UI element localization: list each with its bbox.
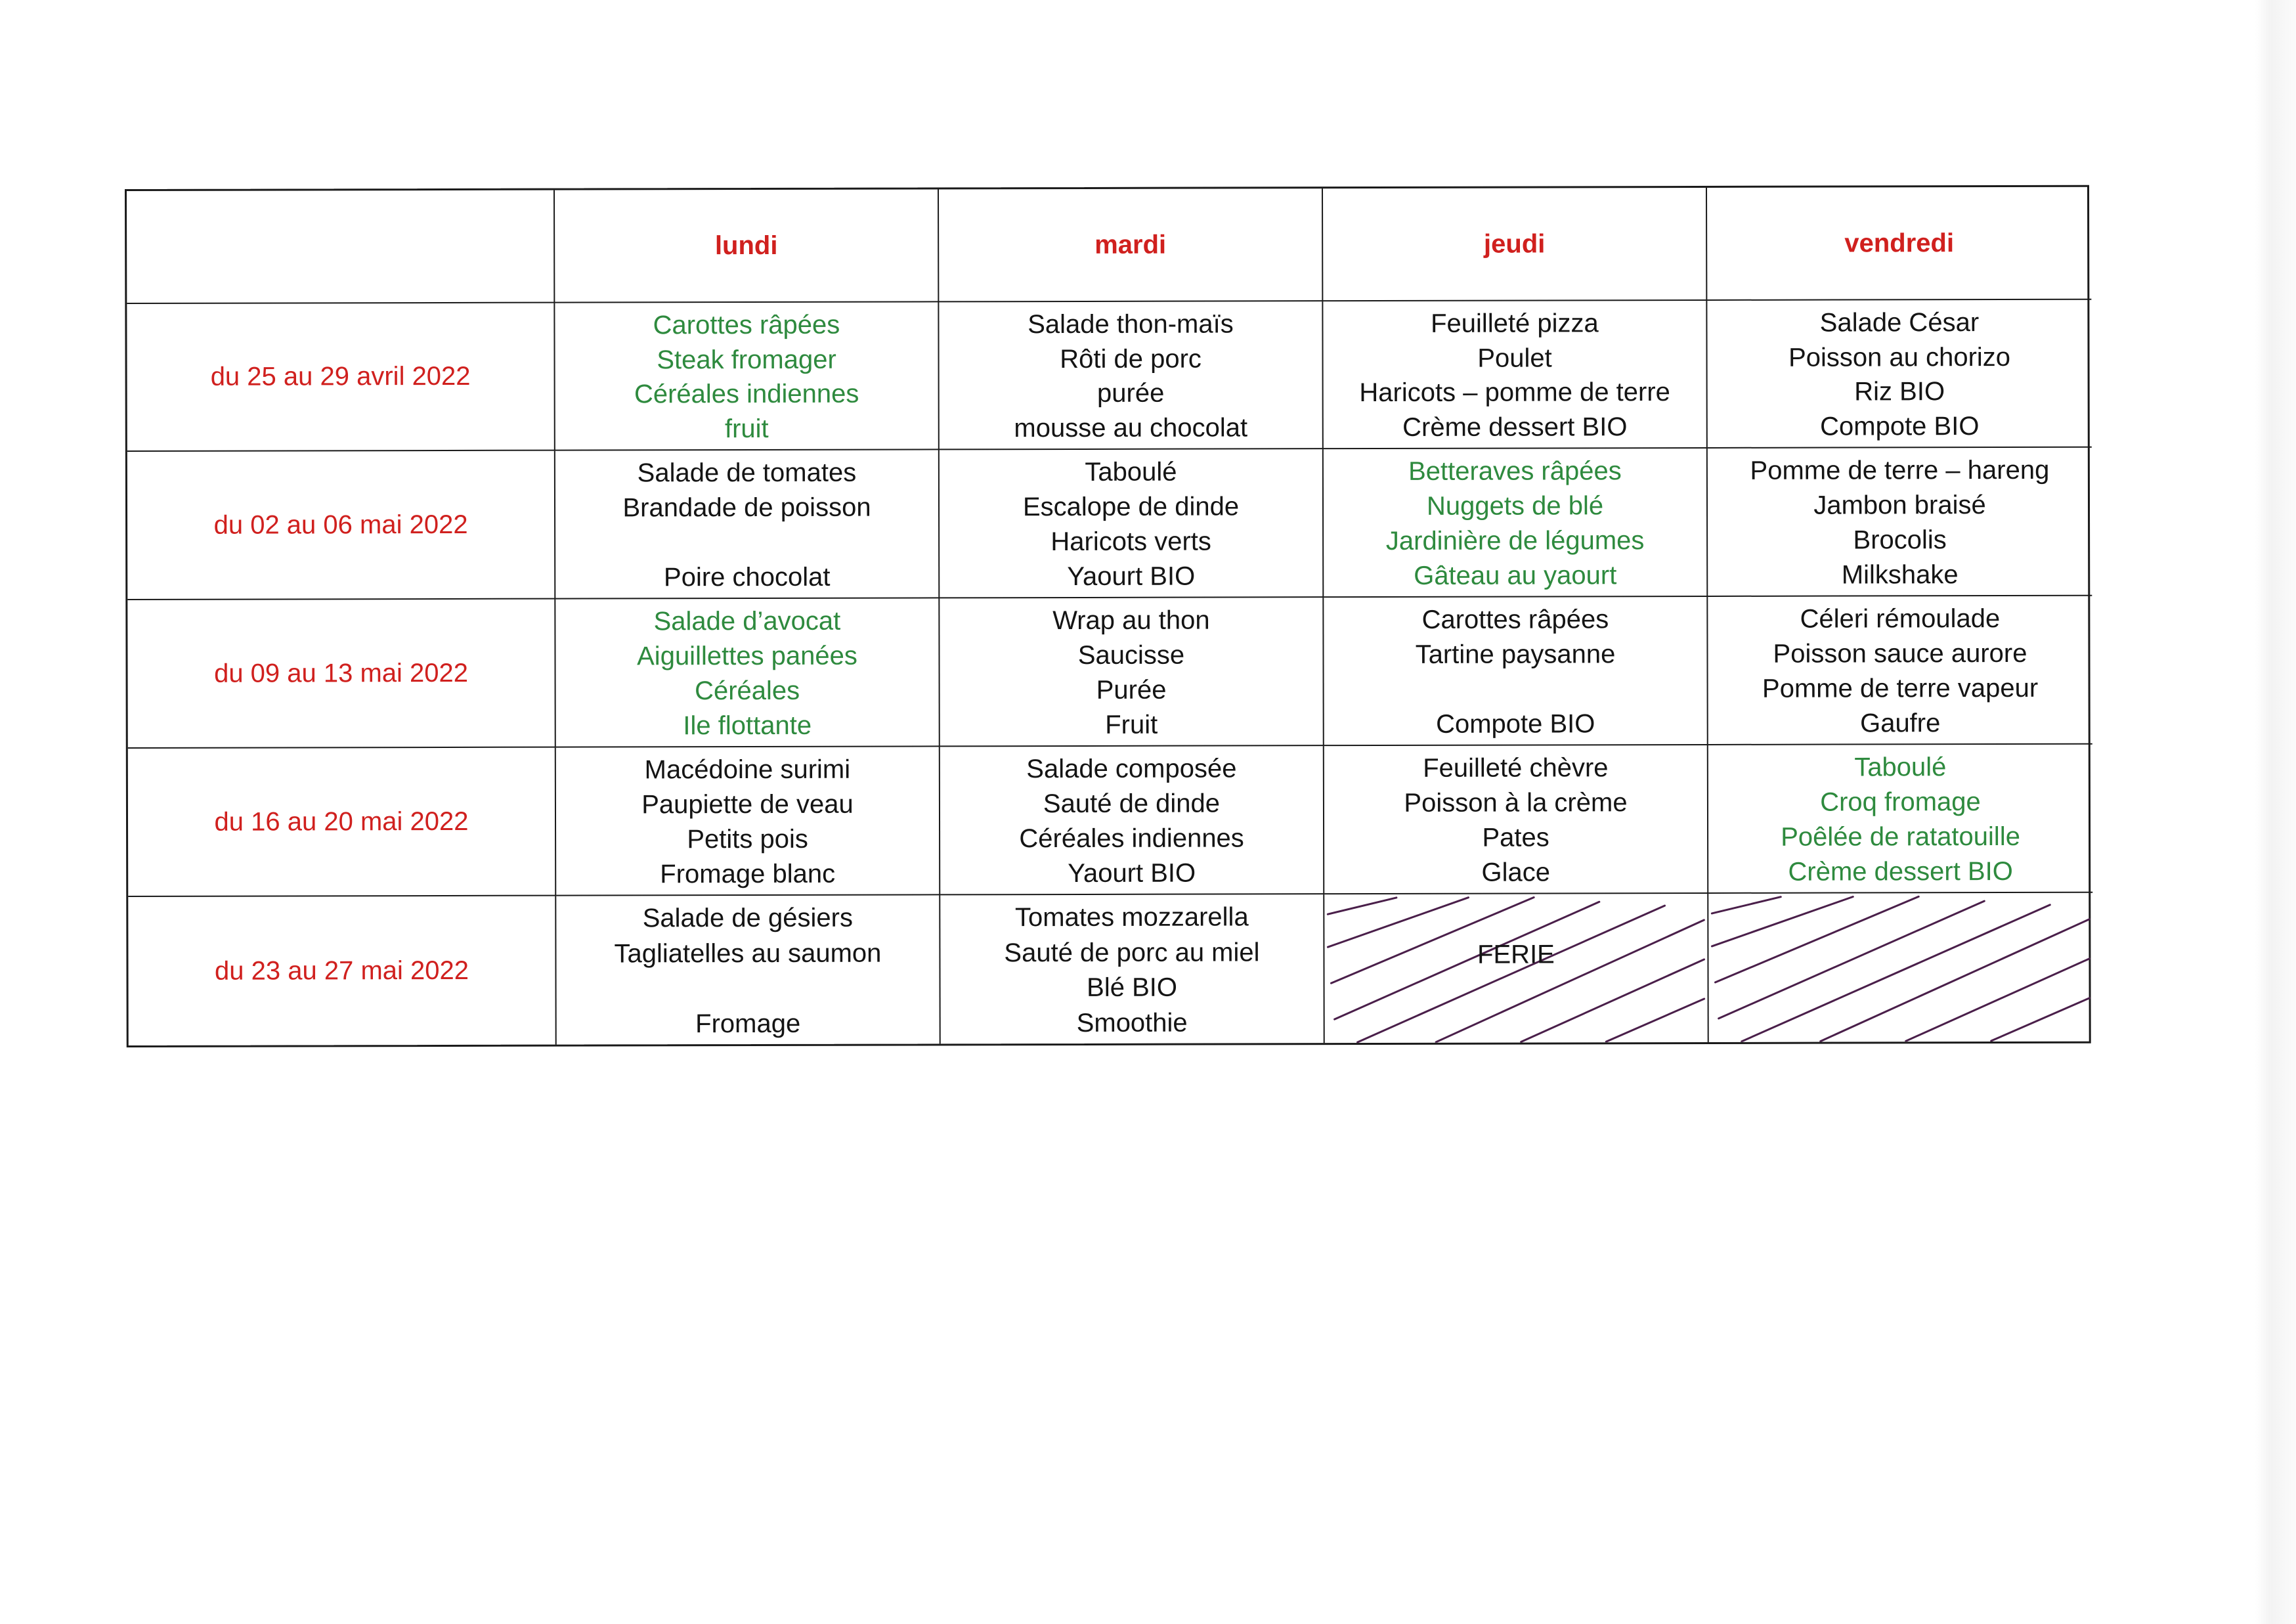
dish-item: Poêlée de ratatouille (1781, 822, 2020, 852)
dish-item: Taboulé (1085, 457, 1177, 487)
dish-item: Poulet (1477, 343, 1552, 373)
dish-item: Céleri rémoulade (1800, 604, 2001, 634)
dish-item: Rôti de porc (1060, 344, 1202, 374)
dish-item: Glace (1481, 858, 1550, 887)
dish-item: Paupiette de veau (641, 789, 854, 820)
week-label: du 23 au 27 mai 2022 (128, 896, 556, 1045)
hatch-stroke (1606, 999, 1704, 1042)
dish-list (939, 301, 1322, 449)
menu-cell (556, 895, 940, 1044)
dish-item: Nuggets de blé (1426, 491, 1604, 521)
dish-list (1707, 300, 2091, 447)
dish-list (555, 302, 938, 449)
dish-item: Jambon braisé (1813, 491, 1986, 520)
week-label: du 09 au 13 mai 2022 (127, 600, 555, 749)
dish-item: Brocolis (1853, 525, 1947, 555)
header-day-jeudi: jeudi (1323, 188, 1707, 301)
dish-list (1708, 596, 2092, 744)
menu-cell (1324, 597, 1708, 746)
week-label: du 16 au 20 mai 2022 (128, 748, 556, 897)
menu-cell (1707, 300, 2091, 449)
menu-cell (555, 450, 940, 599)
dish-item: Salade d’avocat (653, 606, 841, 636)
hatch-stroke (1712, 897, 1781, 913)
menu-cell (1708, 596, 2092, 745)
hatch-stroke (1328, 898, 1397, 914)
dish-item: Escalope de dinde (1022, 492, 1240, 522)
dish-list (940, 598, 1322, 745)
dish-item: Poisson sauce aurore (1773, 638, 2027, 669)
dish-item: Crème dessert BIO (1402, 412, 1628, 443)
dish-item: Céréales indiennes (1019, 823, 1244, 854)
dish-item: Fromage blanc (660, 859, 836, 889)
dish-item: Salade thon-maïs (1028, 309, 1234, 339)
dish-list (940, 449, 1322, 597)
dish-item (556, 971, 939, 1007)
menu-cell (940, 598, 1324, 747)
dish-item: Sauté de dinde (1043, 789, 1221, 819)
dish-item: Salade de tomates (637, 458, 857, 488)
dish-list (555, 450, 938, 598)
menu-cell (940, 746, 1324, 895)
dish-item: Wrap au thon (1052, 605, 1210, 636)
dish-item: Pates (1482, 823, 1549, 852)
holiday-cell (1324, 894, 1708, 1043)
menu-cell (940, 449, 1324, 598)
dish-item: Haricots – pomme de terre (1359, 378, 1670, 408)
header-day-vendredi: vendredi (1707, 187, 2091, 301)
dish-list (556, 747, 939, 894)
menu-cell (1324, 449, 1708, 598)
holiday-cell (1708, 893, 2092, 1042)
dish-item: Pomme de terre – hareng (1750, 455, 2050, 485)
dish-item: Milkshake (1841, 560, 1959, 590)
menu-cell (1324, 745, 1708, 894)
dish-item: Steak fromager (657, 345, 836, 374)
menu-cell (1323, 301, 1707, 449)
week-label: du 02 au 06 mai 2022 (127, 451, 555, 600)
dish-item: Poire chocolat (663, 562, 831, 592)
dish-item: Brandade de poisson (622, 493, 871, 523)
dish-item (555, 525, 938, 560)
dish-item: Taboulé (1854, 753, 1947, 782)
dish-list (1323, 301, 1706, 448)
dish-item: Gaufre (1860, 709, 1941, 738)
dish-item: Feuilleté pizza (1431, 309, 1599, 338)
menu-cell (1708, 745, 2092, 894)
dish-item: Carottes râpées (653, 310, 840, 340)
hatch-stroke (1436, 920, 1704, 1042)
menu-cell (555, 598, 940, 747)
dish-item: Tagliatelles au saumon (614, 938, 882, 969)
header-day-lundi: lundi (555, 189, 939, 303)
dish-item: Betteraves râpées (1408, 456, 1622, 486)
hatch-stroke (1712, 896, 1853, 946)
dish-item: Tartine paysanne (1415, 640, 1616, 669)
holiday-label: FERIE (1477, 940, 1555, 969)
hatch-stroke (1905, 959, 2089, 1042)
dish-item: Compote BIO (1820, 412, 1980, 441)
dish-item: Salade de gésiers (642, 903, 853, 933)
dish-item (1324, 672, 1707, 707)
dish-item: Jardinière de légumes (1385, 526, 1645, 556)
dish-item: Ile flottante (683, 711, 812, 741)
week-label: du 25 au 29 avril 2022 (127, 303, 555, 452)
dish-item: fruit (724, 414, 769, 444)
dish-list (1324, 745, 1707, 893)
dish-item: Céréales (695, 676, 800, 706)
hatch-stroke (1991, 998, 2090, 1041)
dish-item: Riz BIO (1854, 377, 1945, 406)
dish-item: Salade César (1819, 307, 1980, 338)
dish-item: Croq fromage (1820, 787, 1981, 817)
menu-cell (556, 747, 940, 896)
dish-list (555, 598, 938, 746)
dish-item: Pomme de terre vapeur (1762, 673, 2039, 703)
hatch-stroke (1741, 905, 2050, 1042)
dish-item: Petits pois (687, 824, 808, 854)
page-edge-shadow (2255, 0, 2296, 1624)
dish-item: Macédoine surimi (644, 755, 851, 785)
hatch-stroke (1820, 919, 2089, 1042)
dish-item: Salade composée (1026, 754, 1237, 784)
dish-item: Saucisse (1077, 640, 1185, 670)
dish-item: Yaourt BIO (1067, 561, 1196, 591)
dish-list (1324, 597, 1706, 745)
dish-item: Crème dessert BIO (1788, 856, 2013, 887)
lunch-menu-table (125, 185, 2091, 1047)
dish-list (556, 895, 939, 1044)
dish-item: Poisson à la crème (1404, 788, 1628, 818)
hatch-strike-icon (1708, 893, 2092, 1042)
dish-item: purée (1096, 379, 1165, 408)
dish-list (1708, 745, 2092, 892)
hatch-stroke (1718, 901, 1984, 1019)
dish-item: Yaourt BIO (1068, 858, 1196, 888)
dish-item: Aiguillettes panées (637, 641, 857, 671)
dish-item: Fromage (695, 1009, 801, 1038)
menu-cell (555, 302, 939, 450)
dish-item: Compote BIO (1435, 709, 1595, 739)
dish-item: Gâteau au yaourt (1414, 561, 1617, 590)
dish-list (1708, 448, 2092, 596)
dish-item: Smoothie (1076, 1008, 1188, 1038)
dish-item: Tomates mozzarella (1014, 902, 1249, 933)
dish-item: Poisson au chorizo (1788, 342, 2011, 372)
dish-item: Carottes râpées (1421, 605, 1609, 634)
menu-cell (940, 894, 1324, 1043)
dish-list (1324, 449, 1706, 596)
menu-cell (1708, 448, 2092, 597)
dish-item: Fruit (1105, 710, 1158, 739)
dish-item: Blé BIO (1087, 973, 1178, 1003)
dish-item: Sauté de porc au miel (1004, 938, 1260, 967)
corner-cell (127, 190, 555, 304)
dish-list (940, 746, 1323, 894)
dish-item: Feuilleté chèvre (1423, 753, 1609, 783)
header-day-mardi: mardi (939, 188, 1323, 302)
dish-list (940, 894, 1323, 1043)
hatch-stroke (1521, 959, 1704, 1042)
dish-item: Haricots verts (1051, 527, 1211, 557)
hatch-stroke (1357, 906, 1665, 1042)
menu-cell (939, 301, 1323, 450)
dish-item: mousse au chocolat (1014, 413, 1248, 443)
dish-item: Purée (1096, 675, 1167, 705)
dish-item: Céréales indiennes (634, 380, 859, 409)
